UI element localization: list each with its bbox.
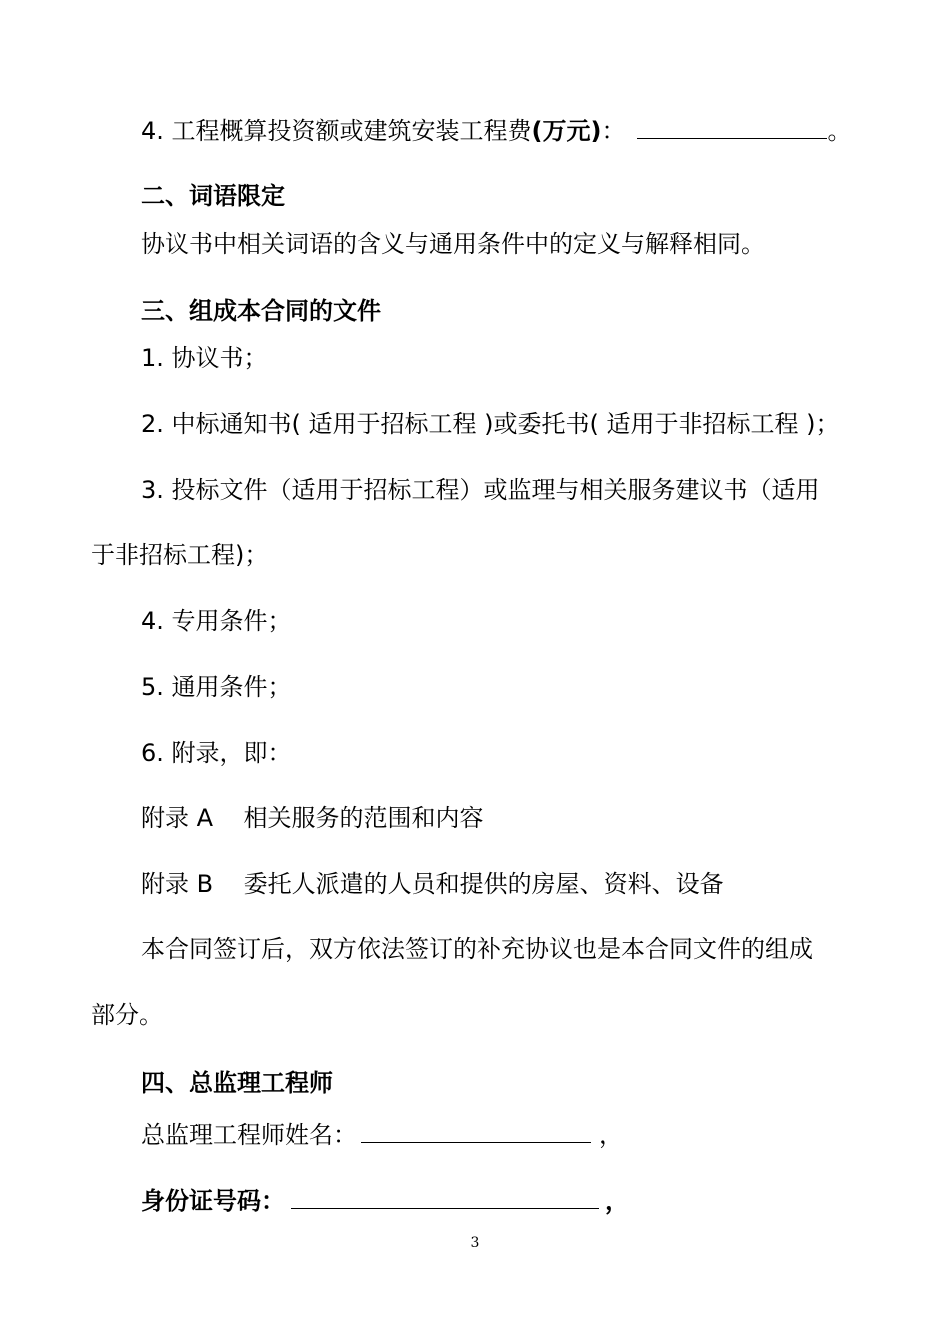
chief-engineer-name-field[interactable] [361, 1116, 591, 1143]
document-list-item-3: 3. 投标文件（适用于招标工程）或监理与相关服务建议书（适用 [141, 476, 820, 504]
section-4-heading: 四、总监理工程师 [141, 1069, 333, 1097]
chief-engineer-name-label: 总监理工程师姓名： [141, 1121, 357, 1149]
id-number-field[interactable] [291, 1182, 599, 1209]
id-number-end: ， [605, 1187, 629, 1215]
investment-colon: ： [601, 117, 626, 145]
document-list-item-6: 6. 附录，即： [141, 739, 292, 767]
section-3-heading: 三、组成本合同的文件 [141, 297, 381, 325]
appendix-a: 附录 A 相关服务的范围和内容 [141, 804, 484, 832]
investment-amount-line [141, 112, 851, 146]
page-number: 3 [470, 1235, 480, 1251]
document-list-item-1: 1. 协议书； [141, 344, 268, 372]
closing-paragraph-line-1: 本合同签订后，双方依法签订的补充协议也是本合同文件的组成 [141, 935, 813, 963]
closing-paragraph-line-2: 部分。 [91, 1001, 163, 1029]
investment-end-mark: 。 [827, 117, 852, 145]
document-list-item-5: 5. 通用条件； [141, 673, 292, 701]
investment-amount-field[interactable] [637, 112, 827, 139]
id-number-label: 身份证号码： [141, 1187, 285, 1215]
investment-label: 4. 工程概算投资额或建筑安装工程费 [141, 117, 532, 145]
id-number-line [141, 1182, 629, 1216]
investment-unit: (万元) [531, 117, 602, 145]
document-list-item-3-continued: 于非招标工程)； [91, 541, 269, 569]
document-list-item-4: 4. 专用条件； [141, 607, 292, 635]
appendix-b: 附录 B 委托人派遣的人员和提供的房屋、资料、设备 [141, 870, 724, 898]
chief-engineer-name-line [141, 1116, 623, 1150]
document-list-item-2: 2. 中标通知书( 适用于招标工程 )或委托书( 适用于非招标工程 )； [141, 410, 840, 438]
section-2-heading: 二、词语限定 [141, 182, 285, 210]
chief-engineer-name-end: ， [599, 1121, 623, 1149]
section-2-body: 协议书中相关词语的含义与通用条件中的定义与解释相同。 [141, 230, 765, 258]
